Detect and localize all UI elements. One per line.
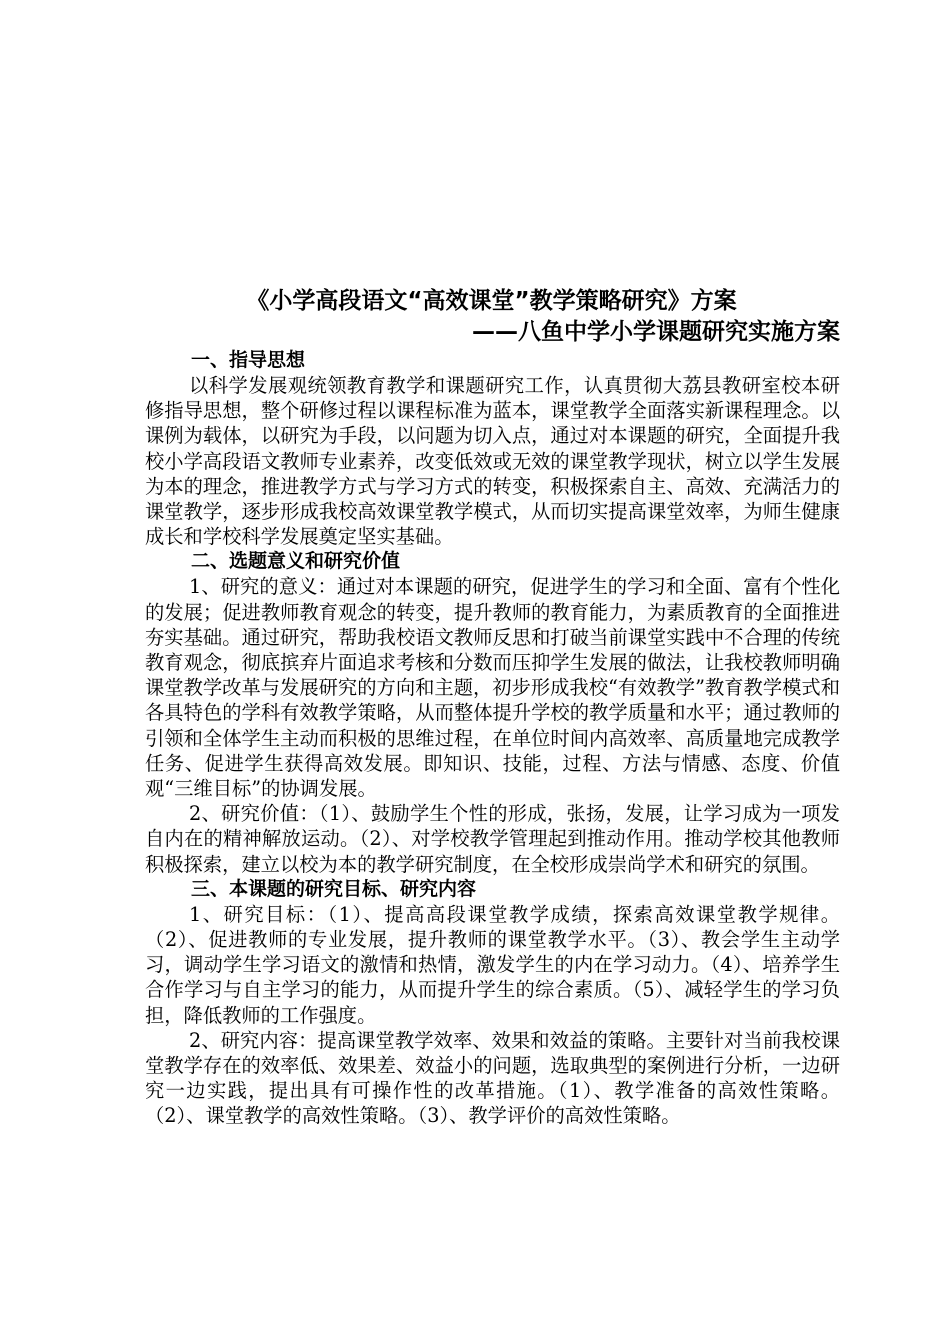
section-paragraph: 以科学发展观统领教育教学和课题研究工作，认真贯彻大荔县教研室校本研修指导思想，整个研修过程以课程标准为蓝本，课堂教学全面落实新课程理念。以课例为载体，以研究为手段，以问题为切入点，通过对本课题的研究，全面提升我校小学高段语文教师专业素养，改变低效或无效的课堂教学现状，树立以学生发展为本的理念，推进教学方式与学习方式的转变，积极探索自主、高效、充满活力的课堂教学，逐步形成我校高效课堂教学模式，从而切实提高课堂效率，为师生健康成长和学校科学发展奠定坚实基础。: [145, 374, 840, 549]
section-heading: 一、指导思想: [191, 349, 306, 371]
section-paragraph: 1、研究的意义：通过对本课题的研究，促进学生的学习和全面、富有个性化的发展；促进教师教育观念的转变，提升教师的教育能力，为素质教育的全面推进夯实基础。通过研究，帮助我校语文教师反思和打破当前课堂实践中不合理的传统教育观念，彻底摈弃片面追求考核和分数而压抑学生发展的做法，让我校教师明确课堂教学改革与发展研究的方向和主题，初步形成我校“有效教学”教育教学模式和各具特色的学科有效教学策略，从而整体提升学校的教学质量和水平；通过教师的引领和全体学生主动而积极的思维过程，在单位时间内高效率、高质量地完成教学任务、促进学生获得高效发展。即知识、技能，过程、方法与情感、态度、价值观“三维目标”的协调发展。: [145, 575, 840, 801]
document-subtitle: ——八鱼中学小学课题研究实施方案: [472, 319, 840, 345]
section-paragraph: 1、研究目标：（1）、提高高段课堂教学成绩，探索高效课堂教学规律。（2）、促进教师的专业发展，提升教师的课堂教学水平。（3）、教会学生主动学习，调动学生学习语文的激情和热情，激发学生的内在学习动力。（4）、培养学生合作学习与自主学习的能力，从而提升学生的综合素质。（5）、减轻学生的学习负担，降低教师的工作强度。: [145, 902, 840, 1027]
section-paragraph: 2、研究内容：提高课堂教学效率、效果和效益的策略。主要针对当前我校课堂教学存在的效率低、效果差、效益小的问题，选取典型的案例进行分析，一边研究一边实践，提出具有可操作性的改革措施。（1）、教学准备的高效性策略。（2）、课堂教学的高效性策略。（3）、教学评价的高效性策略。: [145, 1028, 840, 1128]
document-body: [145, 286, 840, 1129]
section-guiding-ideology: [145, 348, 840, 549]
document-title: 《小学高段语文“高效课堂”教学策略研究》方案: [246, 288, 737, 314]
section-paragraph: 2、研究价值：（1）、鼓励学生个性的形成，张扬，发展，让学习成为一项发自内在的精神解放运动。（2）、对学校教学管理起到推动作用。推动学校其他教师积极探索，建立以校为本的教学研究制度，在全校形成崇尚学术和研究的氛围。: [145, 802, 840, 876]
section-goals-content: [145, 877, 840, 1129]
section-heading: 二、选题意义和研究价值: [191, 550, 401, 573]
section-heading: 三、本课题的研究目标、研究内容: [191, 877, 477, 900]
section-significance-value: [145, 549, 840, 876]
